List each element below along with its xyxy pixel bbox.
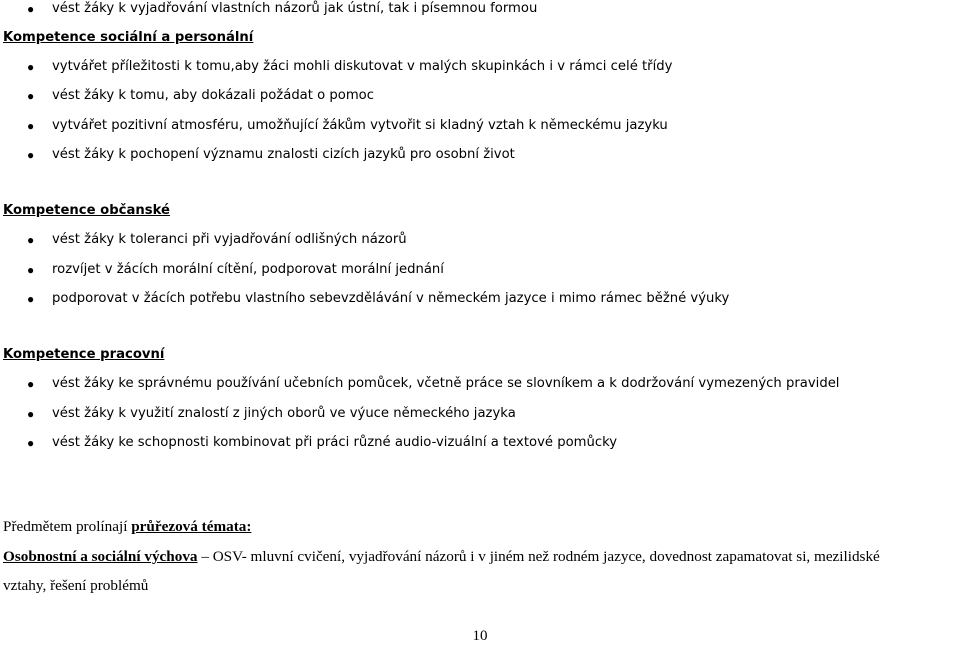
cross-topic-description: – OSV- mluvní cvičení, vyjadřování názorů i v jiném než rodném jazyce, dovednost zapamatovat si, mezilidské [197,548,880,565]
list-item [0,116,960,136]
list-item-text: vést žáky k toleranci při vyjadřování odlišných názorů [52,232,407,247]
bullet-icon: ● [27,377,35,391]
list-item-text: vést žáky k pochopení významu znalosti cizích jazyků pro osobní život [52,147,515,162]
list-item [0,289,960,309]
bullet-icon: ● [27,119,35,133]
list-item-text: vést žáky k vyjadřování vlastních názorů jak ústní, tak i písemnou formou [52,1,538,16]
bullet-icon: ● [27,436,35,450]
bullet-icon: ● [27,407,35,421]
section-heading-social: Kompetence sociální a personální [3,30,254,45]
cross-topics-intro: Předmětem prolínají [3,518,132,535]
list-item-text: vést žáky ke správnému používání učebních pomůcek, včetně práce se slovníkem a k dodržování vymezených pravidel [52,376,840,391]
list-item-text: vést žáky ke schopnosti kombinovat při práci různé audio-vizuální a textové pomůcky [52,435,618,450]
cross-topic-line-2: vztahy, řešení problémů [3,577,149,594]
bullet-icon: ● [27,233,35,247]
section-heading-work: Kompetence pracovní [3,347,165,362]
list-item [0,86,960,106]
bullet-icon: ● [27,148,35,162]
cross-topics-title: průřezová témata: [131,518,252,535]
list-item [0,374,960,394]
list-item-text: vést žáky k tomu, aby dokázali požádat o pomoc [52,88,374,103]
list-item-text: podporovat v žácích potřebu vlastního sebevzdělávání v německém jazyce i mimo rámec běžné výuky [52,291,730,306]
list-item [0,145,960,165]
list-item [0,433,960,453]
bullet-icon: ● [27,263,35,277]
cross-topic-name: Osobnostní a sociální výchova [3,548,198,565]
list-item [0,404,960,424]
section-heading-civic: Kompetence občanské [3,203,170,218]
list-item [0,57,960,77]
list-item [0,260,960,280]
bullet-icon: ● [27,292,35,306]
list-item [0,230,960,250]
bullet-icon: ● [27,60,35,74]
cross-topics-intro-line [3,517,251,537]
list-item-text: rozvíjet v žácích morální cítění, podporovat morální jednání [52,262,444,277]
bullet-icon: ● [27,89,35,103]
page-number: 10 [472,628,488,644]
cross-topic-line-1 [3,547,960,567]
bullet-icon: ● [27,2,35,16]
list-item-text: vytvářet pozitivní atmosféru, umožňující žákům vytvořit si kladný vztah k německému jazyku [52,118,668,133]
list-item-text: vytvářet příležitosti k tomu,aby žáci mohli diskutovat v malých skupinkách i v rámci celé třídy [52,59,673,74]
list-item [0,0,960,19]
list-item-text: vést žáky k využití znalostí z jiných oborů ve výuce německého jazyka [52,406,516,421]
